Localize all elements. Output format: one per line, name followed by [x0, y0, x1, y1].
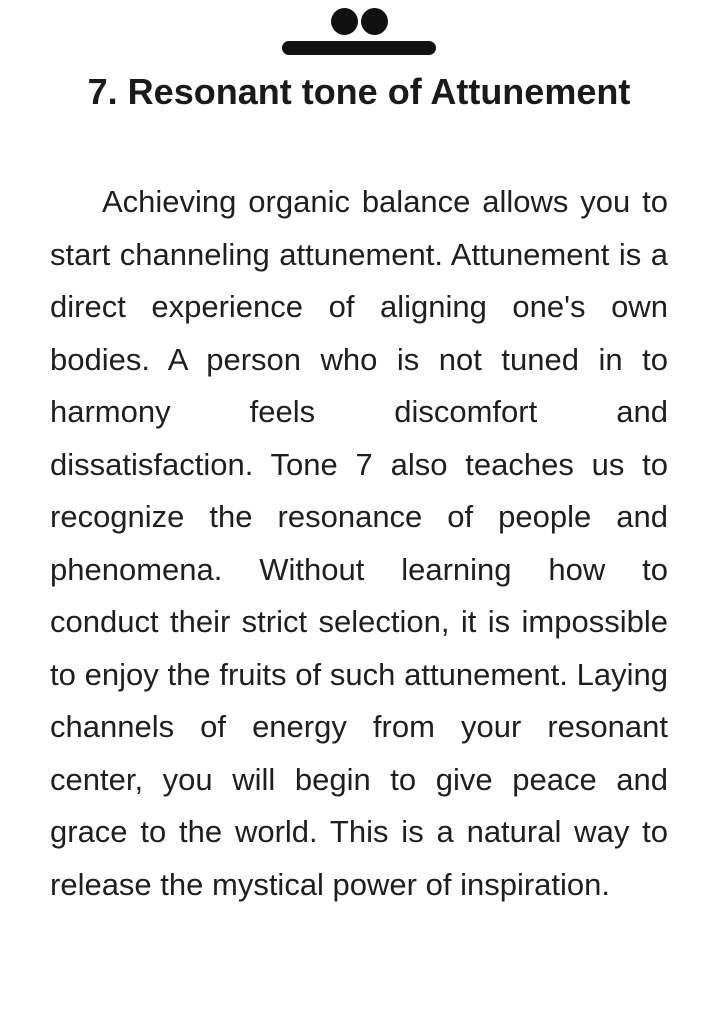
tone-seven-glyph-icon	[0, 0, 718, 70]
page-title: 7. Resonant tone of Attunement	[87, 71, 631, 112]
glyph-dot-icon	[361, 8, 388, 35]
article-paragraph: Achieving organic balance allows you to start channeling attunement. Attunement is a direct experience of aligning one's own bodies. A person who is not tuned in to harmony feels discomfort and dissatisfaction. Tone 7 also teaches us to recognize the resonance of people and phenomena. Without learning how to conduct their strict selection, it is impossible to enjoy the fruits of such attunement. Laying channels of energy from your resonant center, you will begin to give peace and grace to the world. This is a natural way to release the mystical power of inspiration.	[50, 184, 668, 902]
glyph-bar-icon	[282, 41, 436, 55]
glyph-dot-icon	[331, 8, 358, 35]
